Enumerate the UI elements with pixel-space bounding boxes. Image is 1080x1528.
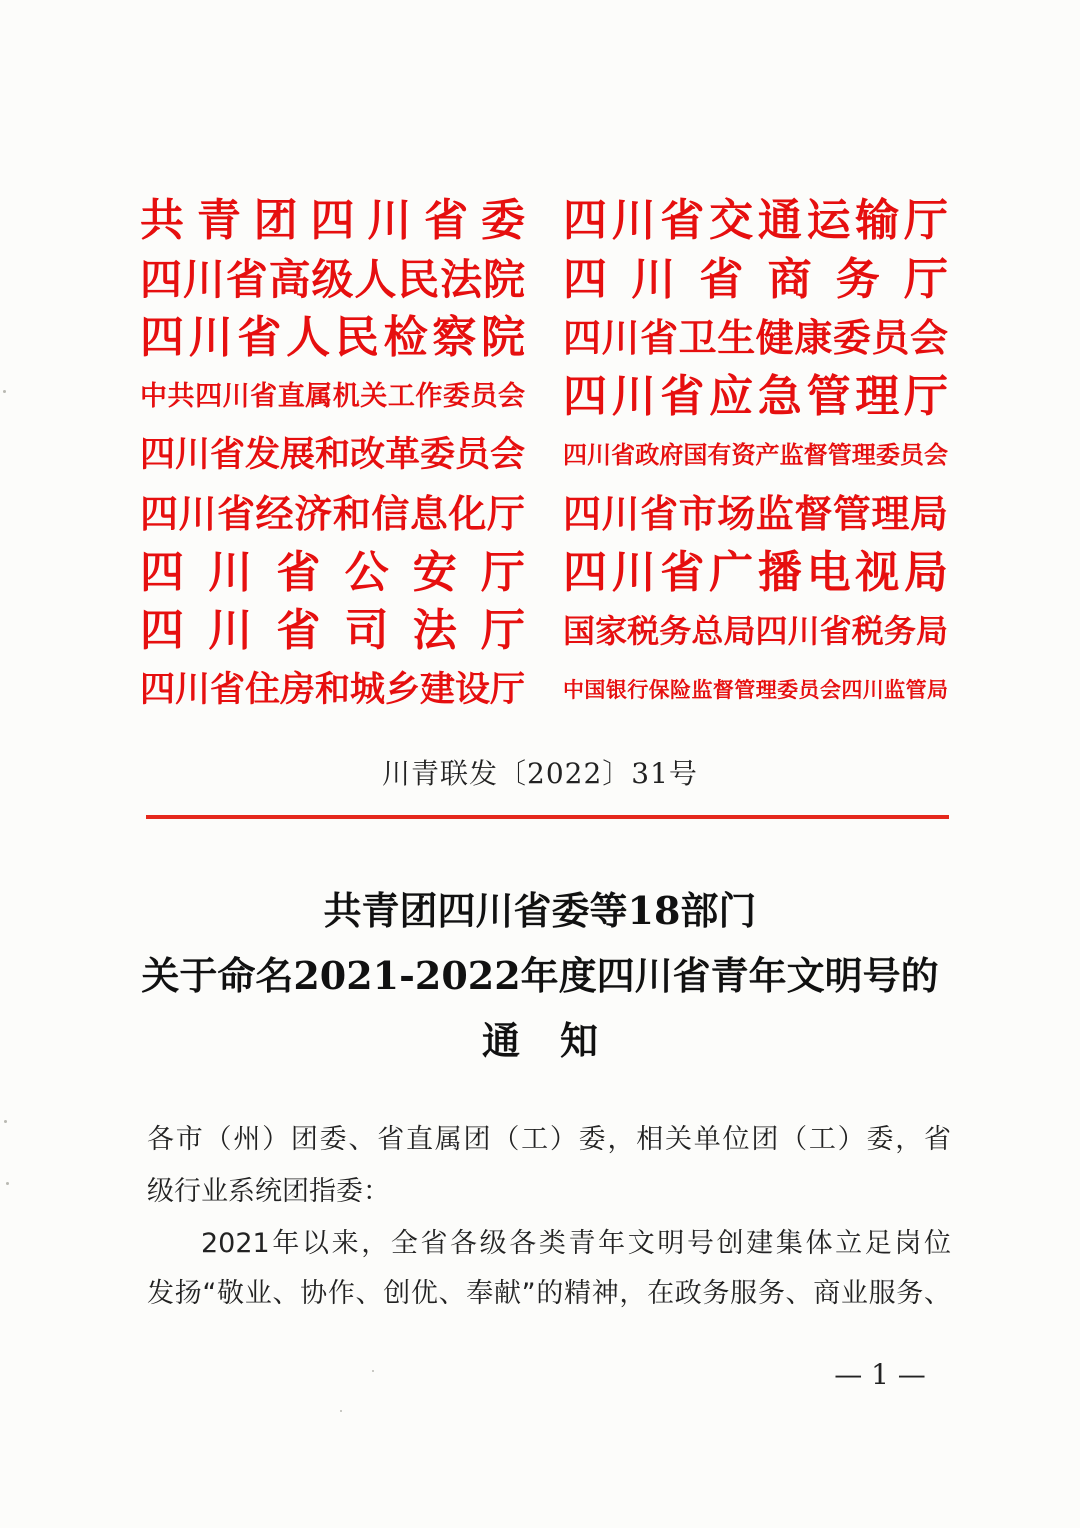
scan-speck	[372, 1370, 374, 1372]
scan-speck	[6, 1182, 9, 1185]
issuer-name: 国家税务总局四川省税务局	[563, 612, 948, 651]
scan-speck	[3, 390, 6, 393]
issuer-name: 四川省应急管理厅	[563, 370, 948, 422]
issuer-name: 中共四川省直属机关工作委员会	[140, 380, 525, 412]
issuer-name: 四川省司法厅	[140, 605, 525, 657]
document-number: 川青联发〔2022〕31号	[382, 757, 698, 790]
paragraph-line-1: 2021年以来，全省各级各类青年文明号创建集体立足岗位	[201, 1228, 951, 1259]
issuer-name: 四川省经济和信息化厅	[140, 491, 525, 536]
scan-speck	[4, 1120, 7, 1123]
issuer-name: 四川省市场监督管理局	[563, 491, 948, 536]
issuer-name: 四川省卫生健康委员会	[563, 316, 948, 361]
scan-speck	[340, 1410, 342, 1412]
issuer-name: 四川省商务厅	[563, 253, 948, 305]
red-divider-line	[146, 815, 949, 819]
issuer-name: 四川省住房和城乡建设厅	[140, 669, 525, 710]
title-line-2: 关于命名2021-2022年度四川省青年文明号的	[141, 953, 939, 998]
issuer-name: 四川省人民检察院	[140, 312, 525, 364]
issuer-name: 四川省高级人民法院	[140, 254, 525, 304]
issuer-name: 四川省发展和改革委员会	[140, 435, 525, 476]
paragraph-line-2: 发扬“敬业、协作、创优、奉献”的精神，在政务服务、商业服务、	[147, 1278, 951, 1309]
title-line-3: 通知	[481, 1018, 638, 1063]
issuer-column-left	[140, 192, 525, 719]
issuer-name: 四川省公安厅	[140, 546, 525, 598]
page-number: — 1 —	[834, 1358, 926, 1391]
issuer-name: 共青团四川省委	[140, 195, 525, 246]
issuer-name: 四川省交通运输厅	[563, 195, 948, 246]
title-line-1: 共青团四川省委等18部门	[323, 888, 757, 933]
issuer-name: 四川省广播电视局	[563, 546, 948, 598]
addressee-line-1: 各市（州）团委、省直属团（工）委，相关单位团（工）委，省	[147, 1124, 951, 1155]
issuing-departments	[140, 192, 950, 720]
issuer-name: 中国银行保险监督管理委员会四川监管局	[563, 677, 948, 702]
issuer-column-right	[563, 192, 948, 719]
issuer-name: 四川省政府国有资产监督管理委员会	[563, 441, 948, 470]
addressee-line-2: 级行业系统团指委：	[147, 1176, 390, 1207]
